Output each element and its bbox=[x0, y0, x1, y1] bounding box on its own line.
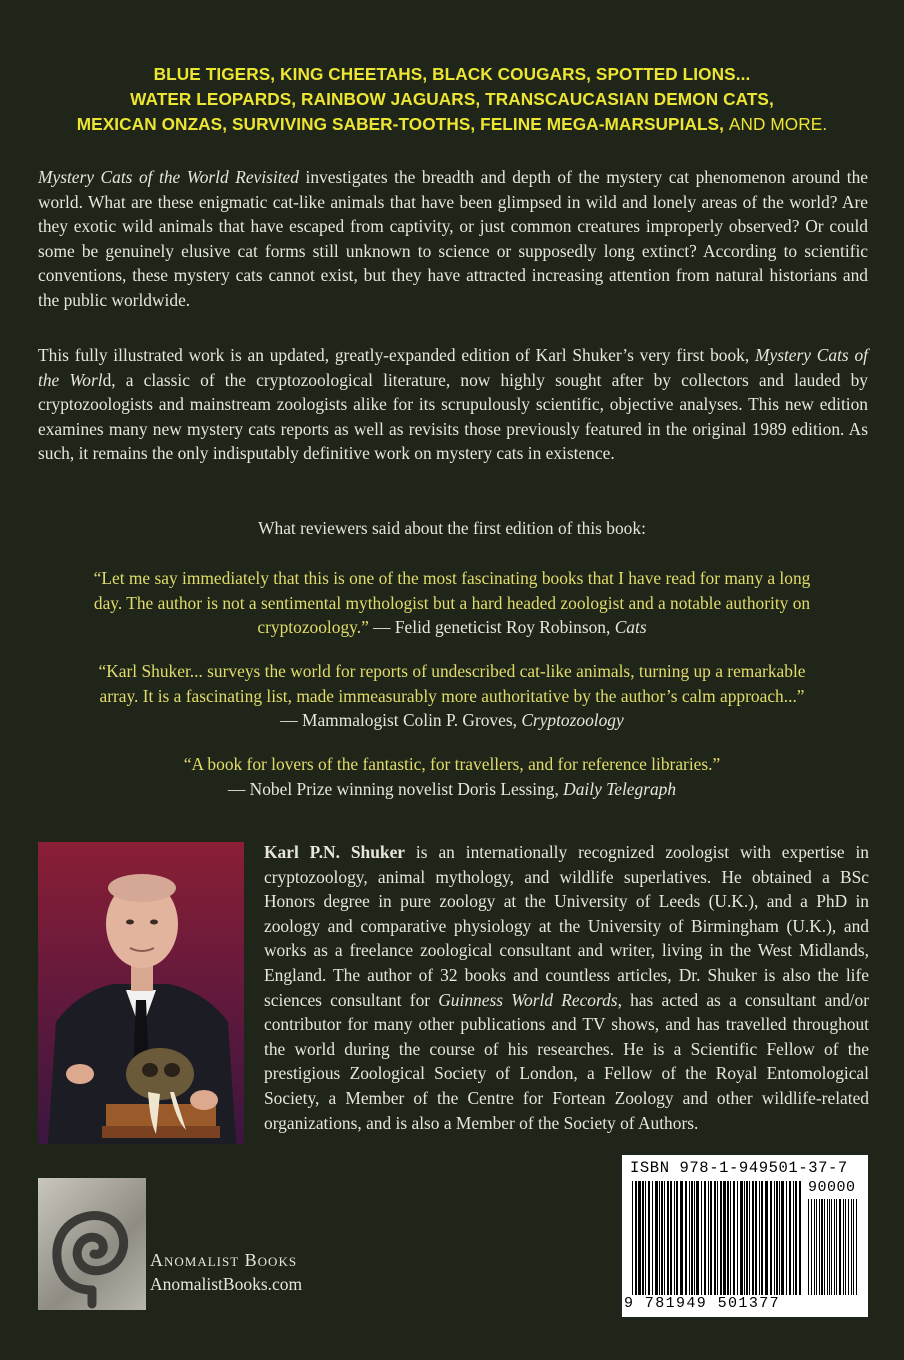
review-quote-1-line-2: day. The author is not a sentimental mythologist but a hard headed zoologist and a notable authority on bbox=[93, 592, 811, 613]
barcode-bar bbox=[831, 1199, 832, 1295]
description-paragraph-1 bbox=[38, 165, 868, 313]
reviews-heading: What reviewers said about the first edition of this book: bbox=[258, 518, 646, 538]
description-paragraph-1-text: investigates the breadth and depth of the mystery cat phenomenon around the world. What are these enigmatic cat-like animals that have been glimpsed in wild and lonely areas of the world? Are they exotic wild animals that have escaped from captivity, or just common creatures improperly observed? Or could some be genuinely elusive cat forms still unknown to science or supposedly long extinct? According to scientific conventions, these mystery cats cannot exist, but they have attracted increasing attention from natural historians and the public worldwide. bbox=[38, 167, 868, 310]
price-code: 90000 bbox=[808, 1179, 856, 1196]
review-quote-1-line-3-text: cryptozoology.” bbox=[257, 617, 369, 638]
review-quote-1-attribution: — Felid geneticist Roy Robinson, bbox=[368, 617, 615, 638]
barcode-bar bbox=[829, 1199, 830, 1295]
barcode-bar bbox=[781, 1181, 784, 1295]
barcode-bar bbox=[793, 1181, 794, 1295]
barcode-bar bbox=[664, 1181, 665, 1295]
barcode-bar bbox=[717, 1181, 718, 1295]
barcode-bar bbox=[655, 1181, 658, 1295]
review-quote-3-source: Daily Telegraph bbox=[563, 778, 677, 799]
barcode-bar bbox=[674, 1181, 675, 1295]
barcode-bar bbox=[689, 1181, 690, 1295]
barcode-bar bbox=[691, 1181, 693, 1295]
barcode-bar bbox=[799, 1181, 801, 1295]
description-paragraph-2-start: This fully illustrated work is an updated, greatly-expanded edition of Karl Shuker’s very first book, bbox=[38, 345, 755, 365]
barcode-bar bbox=[645, 1181, 646, 1295]
barcode-bar bbox=[714, 1181, 716, 1295]
barcode-bar bbox=[694, 1181, 695, 1295]
barcode-bar bbox=[836, 1199, 837, 1295]
barcode-bar bbox=[843, 1199, 844, 1295]
publisher-name: Anomalist Books bbox=[150, 1250, 298, 1270]
barcode-bar bbox=[642, 1181, 644, 1295]
review-quote-3 bbox=[0, 752, 904, 801]
author-photo bbox=[38, 842, 244, 1144]
barcode-bar bbox=[661, 1181, 663, 1295]
review-quote-1 bbox=[0, 566, 904, 640]
headline-line-1: BLUE TIGERS, KING CHEETAHS, BLACK COUGARS, SPOTTED LIONS... bbox=[153, 64, 751, 84]
barcode-bar bbox=[789, 1181, 791, 1295]
barcode-bar bbox=[856, 1199, 857, 1295]
barcode-bar bbox=[770, 1181, 772, 1295]
review-quote-2-attribution: — Mammalogist Colin P. Groves, bbox=[280, 710, 522, 731]
barcode-bar bbox=[851, 1199, 852, 1295]
barcode-bar bbox=[704, 1181, 706, 1295]
barcode-addon-bars bbox=[808, 1199, 860, 1295]
review-quote-2-line-1: “Karl Shuker... surveys the world for reports of undescribed cat-like animals, turning up a remarkable bbox=[98, 661, 806, 681]
isbn-number: ISBN 978-1-949501-37-7 bbox=[630, 1159, 848, 1177]
barcode-bar bbox=[834, 1199, 835, 1295]
barcode-bar bbox=[774, 1181, 775, 1295]
review-quote-3-attribution: — Nobel Prize winning novelist Doris Lessing, bbox=[227, 778, 564, 799]
headline-line-3 bbox=[30, 112, 874, 137]
barcode-bar bbox=[811, 1199, 812, 1295]
barcode-bar bbox=[749, 1181, 750, 1295]
headline-line-2: WATER LEOPARDS, RAINBOW JAGUARS, TRANSCAUCASIAN DEMON CATS, bbox=[130, 89, 774, 109]
barcode-bar bbox=[667, 1181, 669, 1295]
review-quote-3-line-1: “A book for lovers of the fantastic, for travellers, and for reference libraries.” bbox=[183, 754, 721, 774]
first-book-title: Mystery Cats of the Worl bbox=[38, 345, 868, 390]
barcode-bar bbox=[816, 1199, 817, 1295]
spiral-icon bbox=[38, 1178, 146, 1310]
author-portrait-illustration bbox=[38, 842, 244, 1144]
barcode bbox=[622, 1155, 868, 1317]
barcode-bar bbox=[795, 1181, 797, 1295]
barcode-bar bbox=[824, 1199, 825, 1295]
barcode-bar bbox=[670, 1181, 672, 1295]
barcode-bar bbox=[720, 1181, 722, 1295]
barcode-bar bbox=[752, 1181, 754, 1295]
barcode-bar bbox=[696, 1181, 699, 1295]
book-title: Mystery Cats of the World Revisited bbox=[38, 167, 299, 187]
barcode-bar bbox=[710, 1181, 712, 1295]
barcode-bar bbox=[730, 1181, 731, 1295]
ean-number: 9 781949 501377 bbox=[624, 1295, 781, 1312]
barcode-bar bbox=[733, 1181, 735, 1295]
review-quote-3-attribution-line bbox=[0, 777, 904, 802]
barcode-bar bbox=[746, 1181, 748, 1295]
barcode-bar bbox=[737, 1181, 738, 1295]
barcode-bar bbox=[648, 1181, 650, 1295]
author-bio-title: Guinness World Records bbox=[438, 989, 618, 1010]
barcode-bar bbox=[676, 1181, 678, 1295]
author-bio bbox=[264, 840, 869, 1135]
barcode-bar bbox=[761, 1181, 763, 1295]
barcode-bar bbox=[727, 1181, 729, 1295]
barcode-bar bbox=[827, 1199, 828, 1295]
review-quote-2 bbox=[0, 659, 904, 733]
barcode-bar bbox=[786, 1181, 787, 1295]
barcode-bar bbox=[685, 1181, 687, 1295]
barcode-bar bbox=[765, 1181, 768, 1295]
barcode-bar bbox=[744, 1181, 745, 1295]
barcode-bar bbox=[853, 1199, 854, 1295]
barcode-bar bbox=[708, 1181, 709, 1295]
author-bio-text-1: is an internationally recognized zoologist with expertise in cryptozoology, animal mythology, and wildlife superlatives. He obtained a BSc Honors degree in pure zoology at the University of Leeds (U.K.), and a PhD in zoology and comparative physiology at the University of Birmingham (U.K.), and works as a freelance zoological consultant and writer, living in the West Midlands, England. The author of 32 books and countless articles, Dr. Shuker is also the life sciences consultant for bbox=[264, 842, 870, 1010]
publisher-url: AnomalistBooks.com bbox=[150, 1274, 303, 1294]
barcode-bar bbox=[723, 1181, 726, 1295]
review-quote-1-source: Cats bbox=[614, 617, 647, 638]
barcode-bar bbox=[819, 1199, 820, 1295]
headline-and-more: AND MORE. bbox=[728, 114, 828, 134]
barcode-bars bbox=[632, 1181, 802, 1295]
barcode-bar bbox=[740, 1181, 743, 1295]
review-quote-2-attribution-line bbox=[0, 708, 904, 733]
review-quote-2-line-2: array. It is a fascinating list, made immeasurably more authoritative by the author’s calm approach...” bbox=[99, 685, 805, 706]
publisher-info bbox=[150, 1248, 302, 1296]
barcode-bar bbox=[701, 1181, 702, 1295]
barcode-bar bbox=[638, 1181, 641, 1295]
barcode-bar bbox=[839, 1199, 841, 1295]
barcode-bar bbox=[779, 1181, 780, 1295]
publisher-logo bbox=[38, 1178, 146, 1310]
headline-line-3-text: MEXICAN ONZAS, SURVIVING SABER-TOOTHS, FELINE MEGA-MARSUPIALS, bbox=[76, 114, 725, 134]
barcode-bar bbox=[821, 1199, 823, 1295]
headline bbox=[30, 62, 874, 137]
barcode-bar bbox=[632, 1181, 633, 1295]
barcode-bar bbox=[808, 1199, 809, 1295]
barcode-bar bbox=[848, 1199, 849, 1295]
barcode-bar bbox=[755, 1181, 757, 1295]
author-bio-text-2: , has acted as a consultant and/or contributor for many other publications and TV shows, and has travelled throughout the world during the course of his researches. He is a Scientific Fellow of the prestigious Zoological Society of London, a Fellow of the Royal Entomological Society, a Member of the Centre for Fortean Zoology and other wildlife-related organizations, and is also a Member of the Society of Authors. bbox=[264, 989, 869, 1133]
barcode-bar bbox=[759, 1181, 760, 1295]
review-quote-1-line-3 bbox=[0, 615, 904, 640]
author-name: Karl P.N. Shuker bbox=[264, 842, 406, 862]
description-paragraph-2 bbox=[38, 343, 868, 466]
barcode-bar bbox=[652, 1181, 653, 1295]
barcode-bar bbox=[814, 1199, 815, 1295]
barcode-bar bbox=[680, 1181, 683, 1295]
barcode-bar bbox=[845, 1199, 846, 1295]
review-quote-2-source: Cryptozoology bbox=[521, 710, 624, 731]
barcode-bar bbox=[776, 1181, 778, 1295]
description-paragraph-2-text: d, a classic of the cryptozoological literature, now highly sought after by collectors and lauded by cryptozoologists and mainstream zoologists alike for its scrupulously scientific, objective analyses. This new edition examines many new mystery cats reports as well as revisits those previously featured in the original 1989 edition. As such, it remains the only indisputably definitive work on mystery cats in existence. bbox=[38, 369, 868, 464]
barcode-bar bbox=[635, 1181, 637, 1295]
review-quote-1-line-1: “Let me say immediately that this is one of the most fascinating books that I have read for many a long bbox=[93, 568, 811, 588]
barcode-bar bbox=[659, 1181, 660, 1295]
